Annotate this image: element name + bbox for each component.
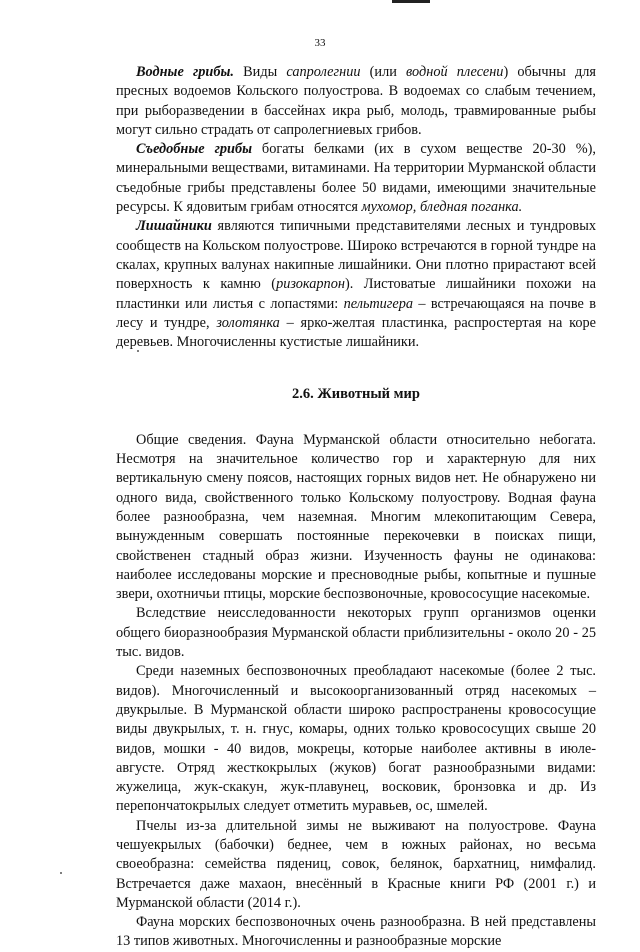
italic-term: ризокарпон — [276, 276, 345, 293]
text-run: Среди наземных беспозвоночных преобладают насекомые (более 2 тыс. видов). Многочисленный и высокоорганизованный отряд насекомых – двукрылые. В Мурманской области широко распространены кровососущие виды двукрылых, т. н. гнус, комары, одних только кровососущих свыше 20 видов, мошки - 40 видов, мокрецы, которые наиболее активны в июле-августе. Отряд жесткокрылых (жуков) богат разнообразными видами: жужелица, жук-скакун, жук-плавунец, восковик, бронзовка и др. Из перепончатокрылых следует отметить муравьев, ос, шмелей. — [116, 663, 596, 815]
text-run: богаты белками (их в сухом веществе 20-30 %), минеральными веществами, витаминами. На территории Мурманской области съедобные грибы представлены более 50 видами, имеющими значительные ресурсы. К ядовитым грибам относятся — [116, 141, 596, 216]
text-run: Виды — [233, 64, 287, 80]
paragraph — [116, 63, 596, 140]
scan-speck — [60, 872, 62, 874]
section-heading: 2.6. Животный мир — [292, 386, 420, 403]
paragraph — [116, 431, 596, 605]
italic-term: сапролегнии — [286, 64, 361, 80]
text-run: – ярко-желтая пластинка, распростертая на коре деревьев. Многочисленны кустистые лишайники. — [116, 314, 596, 351]
text-run: являются типичными представителями лесных и тундровых сообществ на Кольском полуострове. Широко встречаются в горной тундре на скалах, крупных валунах накипные лишайники. Они плотно прирастают всей поверхность к камню ( — [116, 218, 596, 293]
text-run: ) обычны для пресных водоемов Кольского полуострова. В водоемах со слабым течением, при рыборазведении в бассейнах икра рыб, молодь, травмированные рыбы могут сильно страдать от сапролегниевых грибов. — [116, 64, 596, 138]
italic-term: пельтигера — [343, 295, 414, 312]
text-run: Вследствие неисследованности некоторых групп организмов оценки общего биоразнообразия Мурманской области приблизительны - около 20 - 25 тыс. видов. — [116, 605, 596, 661]
text-run: – встречающаяся на почве в лесу и тундре, — [116, 295, 596, 331]
paragraph — [116, 913, 596, 952]
paragraph — [116, 140, 596, 217]
term-heading: Съедобные грибы — [136, 141, 252, 158]
italic-term: водной плесени — [406, 64, 504, 80]
document-body — [116, 63, 596, 952]
text-run: ). Листоватые лишайники похожи на пластинки или листья с лопастями: — [116, 276, 597, 312]
paragraph — [116, 604, 596, 662]
paragraph — [116, 662, 596, 816]
italic-term: золотянка — [216, 314, 280, 331]
page-number: 33 — [314, 37, 326, 49]
text-run: (или — [360, 64, 407, 80]
paragraph — [116, 217, 596, 352]
scan-mark — [392, 0, 430, 3]
text-run: Общие сведения. Фауна Мурманской области относительно небогата. Несмотря на значительное количество гор и характерную для них вертикальную смену поясов, настоящих горных видов нет. Не обнаружено ни одного вида, свойственного только Кольскому полуострову. Водная фауна более разнообразна, чем наземная. Многим млекопитающим Севера, вынужденным совершать постоянные перекочевки в поисках пищи, свойственен стадный образ жизни. Изученность фауны не одинакова: наиболее исследованы морские и пресноводные рыбы, копытные и пушные звери, охотничьи птицы, морские беспозвоночные, кровососущие насекомые. — [116, 431, 596, 603]
text-run: Пчелы из-за длительной зимы не выживают на полуострове. Фауна чешуекрылых (бабочки) беднее, чем в южных районах, но весьма своеобразна: семейства пядениц, совок, белянок, бархатниц, нимфалид. Встречается даже махаон, внесённый в Красные книги РФ (2001 г.) и Мурманской области (2014 г.). — [116, 817, 596, 911]
italic-term: мухомор, бледная поганка. — [361, 199, 523, 216]
term-heading: Водные грибы. — [136, 64, 234, 80]
paragraph — [116, 817, 596, 913]
term-heading: Лишайники — [136, 218, 212, 235]
text-run: Фауна морских беспозвоночных очень разнообразна. В ней представлены 13 типов животных. Многочисленны и разнообразные морские — [116, 914, 596, 950]
